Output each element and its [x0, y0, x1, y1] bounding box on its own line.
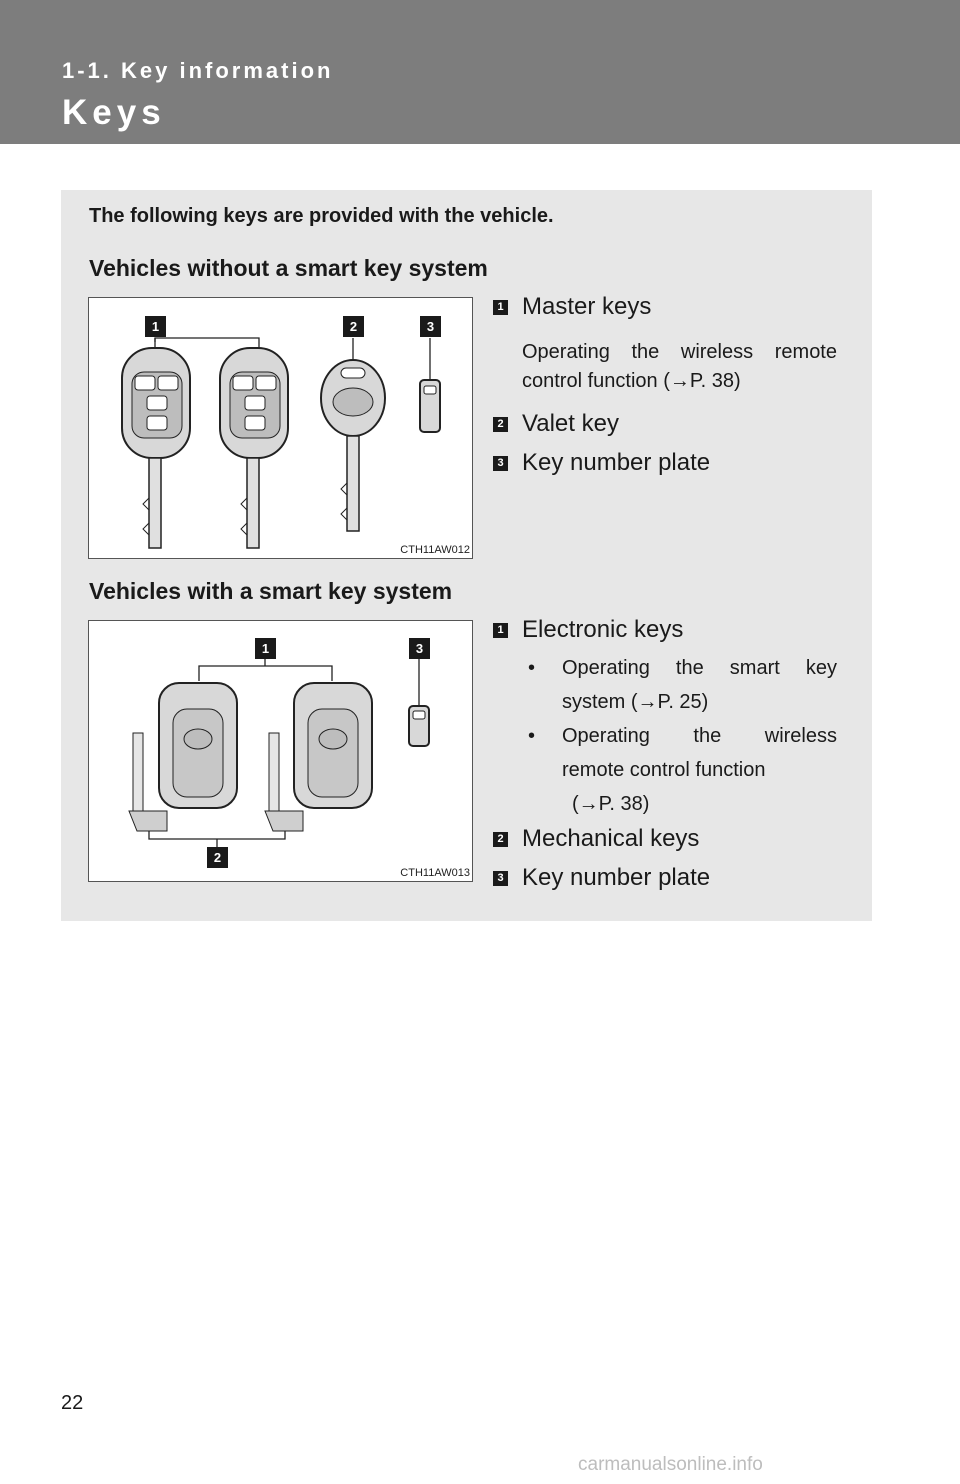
key-number-plate-icon: [409, 706, 429, 746]
page-title: Keys: [62, 93, 166, 132]
master-keys-description: Operating the wireless remote control function (→P. 38): [522, 341, 837, 392]
bullet-line: Operating the smart key: [562, 657, 837, 679]
bullet-line: system (→P. 25): [562, 691, 709, 713]
callout-3: 3: [420, 316, 441, 337]
heading-with-smart-key: Vehicles with a smart key system: [89, 578, 453, 604]
item-number-badge: 1: [493, 623, 508, 638]
section-header: [0, 0, 960, 144]
item-label: Key number plate: [522, 864, 711, 891]
item-label: Master keys: [522, 293, 652, 320]
intro-text: The following keys are provided with the vehicle.: [89, 205, 554, 227]
callout-3: 3: [409, 638, 430, 659]
item-label: Valet key: [522, 410, 619, 437]
master-key-icon: [122, 348, 190, 548]
figure-electronic-keys: [88, 620, 473, 882]
callout-2: 2: [343, 316, 364, 337]
bullet-line: remote control function: [562, 759, 766, 781]
watermark: carmanualsonline.info: [578, 1454, 763, 1475]
valet-key-icon: [321, 360, 385, 531]
figure-master-keys: [88, 297, 473, 559]
item-label: Electronic keys: [522, 616, 684, 643]
bullet-line: (→P. 38): [572, 793, 650, 815]
key-number-plate-icon: [420, 380, 440, 432]
bullet-smart-key: [528, 651, 837, 719]
page-number: 22: [61, 1392, 84, 1414]
bullet-glyph: •: [528, 657, 536, 679]
item-number-badge: 2: [493, 417, 508, 432]
smart-keys-illustration: [89, 621, 474, 883]
figure-code: CTH11AW012: [400, 544, 470, 556]
master-key-icon: [220, 348, 288, 548]
section-subtitle: 1-1. Key information: [62, 58, 334, 83]
item-label: Key number plate: [522, 449, 711, 476]
electronic-key-icon: [265, 683, 372, 831]
keys-illustration: [89, 298, 474, 560]
bullet-glyph: •: [528, 725, 536, 747]
bullet-wireless-remote: [528, 719, 837, 821]
item-number-badge: 2: [493, 832, 508, 847]
callout-1: 1: [255, 638, 276, 659]
item-number-badge: 1: [493, 300, 508, 315]
figure-code: CTH11AW013: [400, 867, 470, 879]
bullet-line: Operating the wireless: [562, 725, 837, 747]
heading-without-smart-key: Vehicles without a smart key system: [89, 255, 488, 281]
item-label: Mechanical keys: [522, 825, 700, 852]
callout-2: 2: [207, 847, 228, 868]
item-number-badge: 3: [493, 456, 508, 471]
callout-1: 1: [145, 316, 166, 337]
electronic-key-icon: [129, 683, 237, 831]
item-number-badge: 3: [493, 871, 508, 886]
